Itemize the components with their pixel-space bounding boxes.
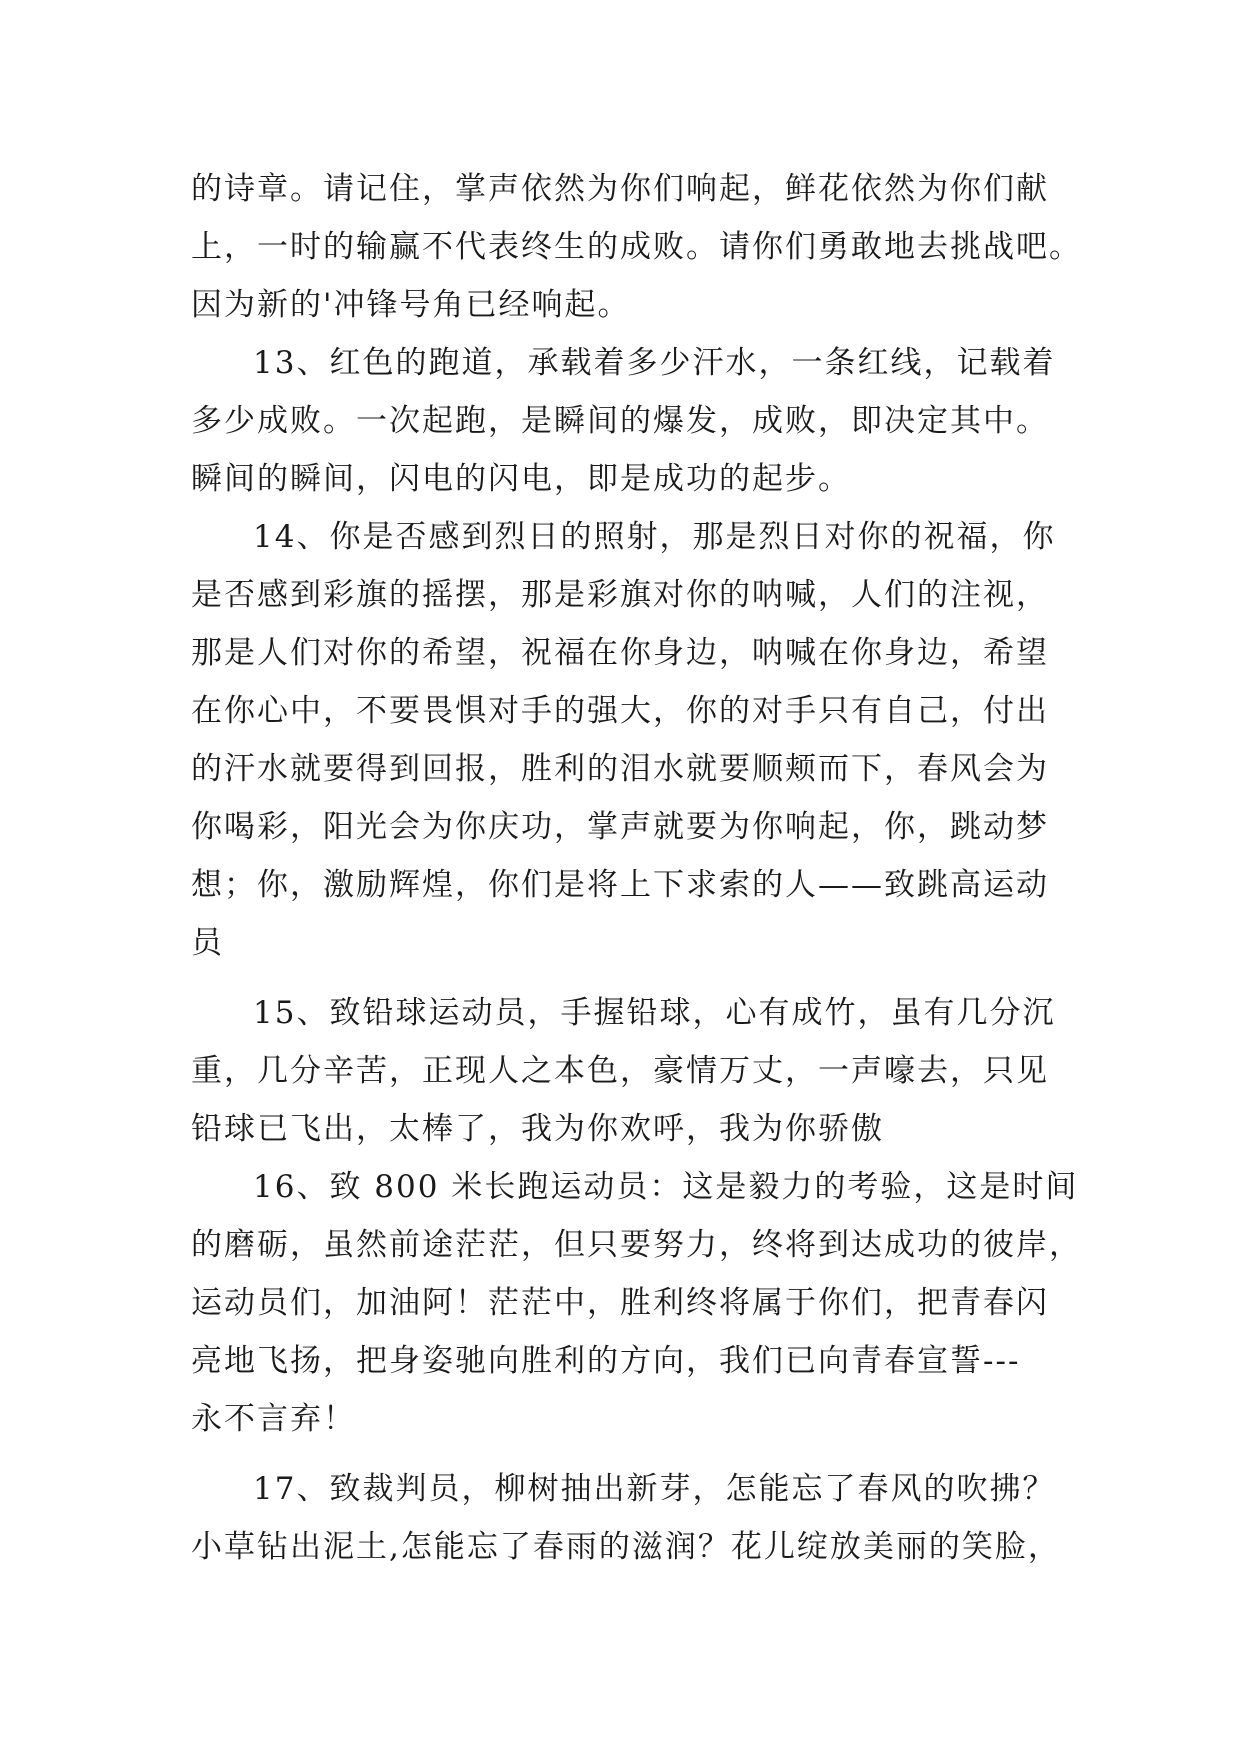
text-line: 在你心中，不要畏惧对手的强大，你的对手只有自己，付出 — [191, 693, 1049, 729]
text-line: 亮地飞扬，把身姿驰向胜利的方向，我们已向青春宣誓--- — [191, 1343, 1021, 1379]
text-line: 16、致 800 米长跑运动员：这是毅力的考验，这是时间 — [253, 1169, 1079, 1205]
text-line: 员 — [191, 925, 224, 961]
text-line: 17、致裁判员，柳树抽出新芽，怎能忘了春风的吹拂？ — [253, 1471, 1056, 1507]
paragraph-16 — [191, 1158, 1082, 1448]
text-line: 13、红色的跑道，承载着多少汗水，一条红线，记载着 — [253, 345, 1056, 381]
text-line: 小草钻出泥土,怎能忘了春雨的滋润？花儿绽放美丽的笑脸， — [191, 1529, 1061, 1565]
text-line: 的诗章。请记住，掌声依然为你们响起，鲜花依然为你们献 — [191, 171, 1049, 207]
paragraph-spacing — [191, 972, 1071, 984]
paragraph-15 — [191, 984, 1071, 1158]
text-line: 重，几分辛苦，正现人之本色，豪情万丈，一声嚎去，只见 — [191, 1053, 1049, 1089]
text-line: 多少成败。一次起跑，是瞬间的爆发，成败，即决定其中。 — [191, 403, 1049, 439]
text-line: 运动员们，加油阿！茫茫中，胜利终将属于你们，把青春闪 — [191, 1285, 1049, 1321]
text-line: 瞬间的瞬间，闪电的闪电，即是成功的起步。 — [191, 461, 851, 497]
text-line: 的汗水就要得到回报，胜利的泪水就要顺颊而下，春风会为 — [191, 751, 1049, 787]
text-line: 15、致铅球运动员，手握铅球，心有成竹，虽有几分沉 — [253, 995, 1056, 1031]
paragraph-12-continued — [191, 160, 1082, 334]
text-line: 14、你是否感到烈日的照射，那是烈日对你的祝福，你 — [253, 519, 1056, 555]
paragraph-13 — [191, 334, 1071, 508]
text-line: 你喝彩，阳光会为你庆功，掌声就要为你响起，你，跳动梦 — [191, 809, 1049, 845]
paragraph-14 — [191, 508, 1071, 972]
paragraph-spacing — [191, 1448, 1071, 1460]
document-body — [191, 160, 1082, 1576]
text-line: 上，一时的输赢不代表终生的成败。请你们勇敢地去挑战吧。 — [191, 229, 1082, 265]
text-line: 永不言弃！ — [191, 1401, 356, 1437]
text-line: 那是人们对你的希望，祝福在你身边，呐喊在你身边，希望 — [191, 635, 1049, 671]
text-line: 的磨砺，虽然前途茫茫，但只要努力，终将到达成功的彼岸， — [191, 1227, 1082, 1263]
paragraph-17 — [191, 1460, 1071, 1576]
text-line: 是否感到彩旗的摇摆，那是彩旗对你的呐喊，人们的注视， — [191, 577, 1049, 613]
text-line: 想；你，激励辉煌，你们是将上下求索的人——致跳高运动 — [191, 867, 1049, 903]
text-line: 铅球已飞出，太棒了，我为你欢呼，我为你骄傲 — [191, 1111, 884, 1147]
text-line: 因为新的'冲锋号角已经响起。 — [191, 287, 631, 323]
